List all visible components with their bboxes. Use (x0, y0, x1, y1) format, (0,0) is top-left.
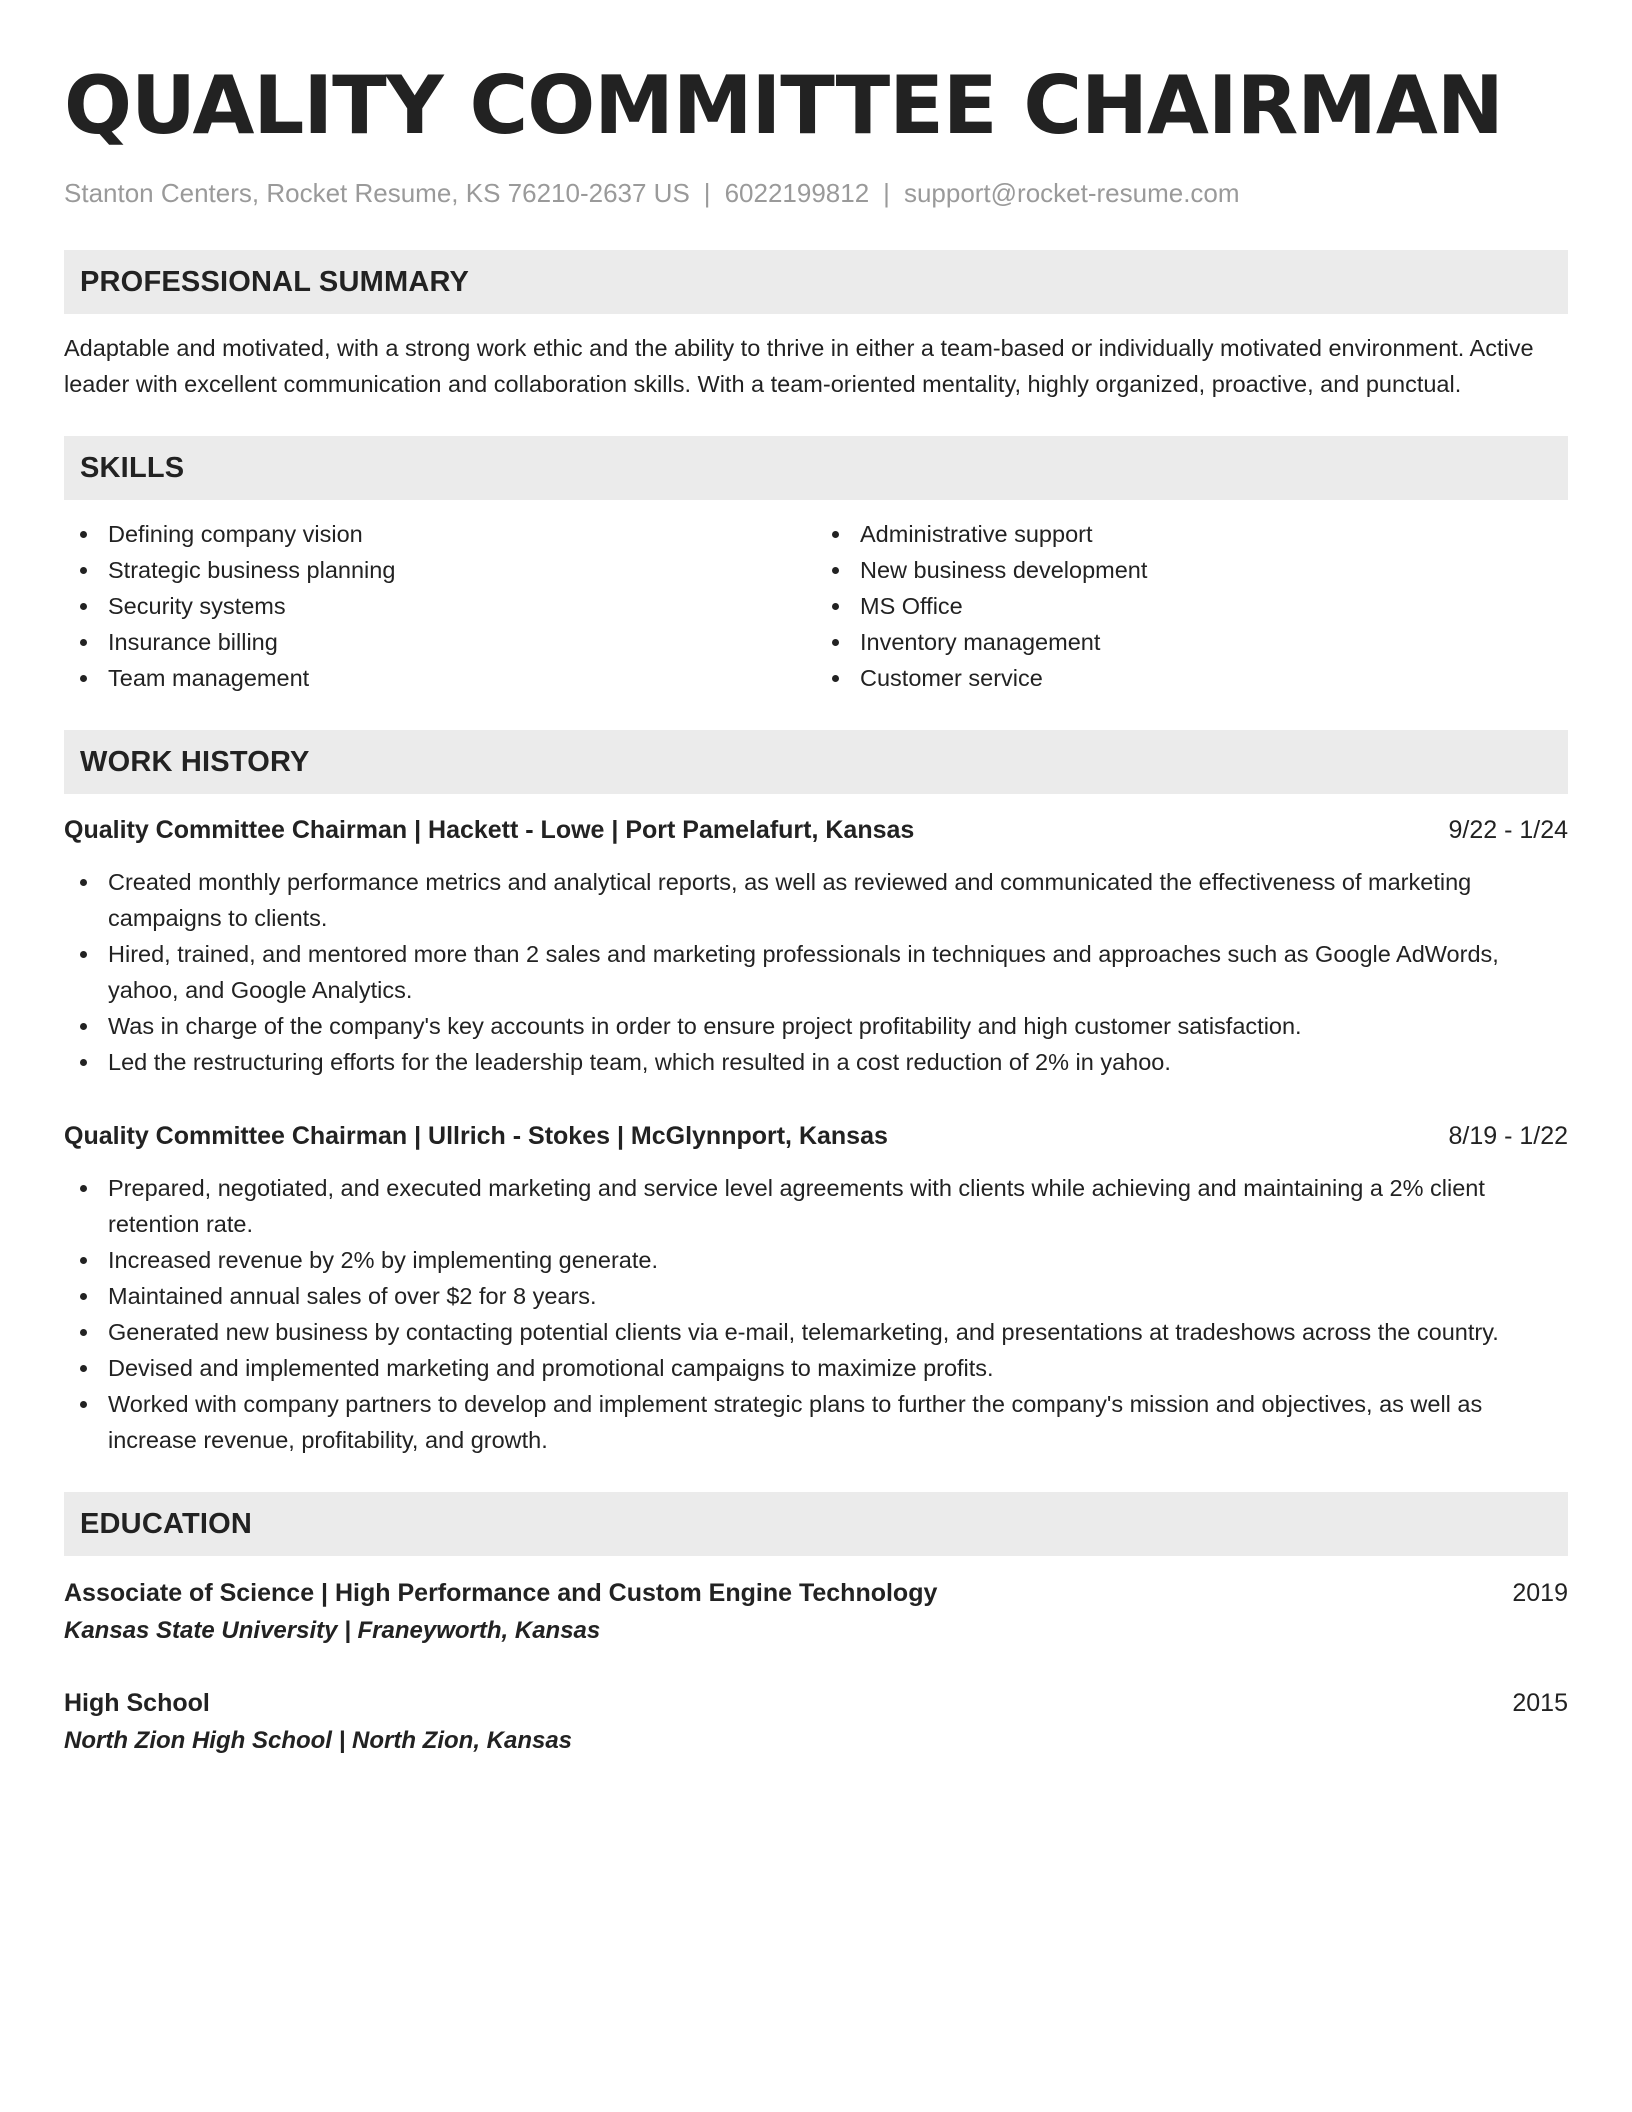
job-bullet: Prepared, negotiated, and executed marketing and service level agreements with clients while achieving and maintaining a 2% client retention rate. (64, 1170, 1568, 1242)
skill-item: Insurance billing (64, 624, 816, 660)
job-bullet: Hired, trained, and mentored more than 2 sales and marketing professionals in techniques and approaches such as Google AdWords, yahoo, and Google Analytics. (64, 936, 1568, 1008)
contact-phone: 6022199812 (724, 178, 870, 208)
education-school: Kansas State University | Franeyworth, Kansas (64, 1617, 601, 1644)
contact-separator: | (703, 178, 711, 208)
skill-item: Defining company vision (64, 516, 816, 552)
job-title: Quality Committee Chairman | Hackett - Lowe | Port Pamelafurt, Kansas (64, 816, 915, 844)
job-bullet: Worked with company partners to develop and implement strategic plans to further the company's mission and objectives, as well as increase revenue, profitability, and growth. (64, 1386, 1568, 1458)
job-entry (64, 1118, 1568, 1458)
skills-list (64, 516, 1568, 696)
contact-email: support@rocket-resume.com (903, 178, 1240, 208)
summary-text: Adaptable and motivated, with a strong work ethic and the ability to thrive in either a team-based or individually motivated environment. Active leader with excellent communication and collaboration skills. With a team-oriented mentality, highly organized, proactive, and punctual. (64, 335, 1534, 397)
education-degree: High School (64, 1689, 210, 1717)
skills-column-left (64, 516, 816, 696)
education-header (64, 1684, 1568, 1722)
skill-item: MS Office (816, 588, 1568, 624)
job-title: Quality Committee Chairman | Ullrich - Stokes | McGlynnport, Kansas (64, 1122, 888, 1150)
resume-name: QUALITY COMMITTEE CHAIRMAN (64, 59, 1503, 152)
skill-item: Administrative support (816, 516, 1568, 552)
summary-section-header (64, 250, 1568, 314)
skill-item: Team management (64, 660, 816, 696)
skills-column-right (816, 516, 1568, 696)
skills-section-header (64, 436, 1568, 500)
education-section-header (64, 1492, 1568, 1556)
contact-address: Stanton Centers, Rocket Resume, KS 76210-2637 US (64, 178, 690, 208)
job-bullet: Led the restructuring efforts for the leadership team, which resulted in a cost reduction of 2% in yahoo. (64, 1044, 1568, 1080)
skill-item: Strategic business planning (64, 552, 816, 588)
education-header (64, 1574, 1568, 1612)
education-heading: EDUCATION (80, 1507, 253, 1540)
education-school: North Zion High School | North Zion, Kansas (64, 1727, 573, 1754)
contact-line (64, 176, 1568, 210)
education-entry (64, 1574, 1568, 1650)
contact-separator: | (883, 178, 890, 208)
summary-heading: PROFESSIONAL SUMMARY (80, 265, 470, 298)
job-bullets (64, 864, 1568, 1080)
education-year: 2015 (1512, 1689, 1568, 1717)
job-header (64, 1118, 1568, 1154)
skill-item: New business development (816, 552, 1568, 588)
education-entry (64, 1684, 1568, 1760)
job-dates: 8/19 - 1/22 (1448, 1122, 1568, 1150)
work-heading: WORK HISTORY (80, 745, 310, 778)
skill-item: Customer service (816, 660, 1568, 696)
job-bullet: Maintained annual sales of over $2 for 8 years. (64, 1278, 1568, 1314)
job-bullet: Increased revenue by 2% by implementing generate. (64, 1242, 1568, 1278)
job-bullet: Was in charge of the company's key accounts in order to ensure project profitability and high customer satisfaction. (64, 1008, 1568, 1044)
job-header (64, 812, 1568, 848)
education-degree: Associate of Science | High Performance and Custom Engine Technology (64, 1579, 938, 1607)
job-dates: 9/22 - 1/24 (1448, 816, 1568, 844)
job-bullets (64, 1170, 1568, 1458)
job-bullet: Generated new business by contacting potential clients via e-mail, telemarketing, and presentations at tradeshows across the country. (64, 1314, 1568, 1350)
skills-heading: SKILLS (80, 451, 185, 484)
work-section-header (64, 730, 1568, 794)
job-bullet: Created monthly performance metrics and analytical reports, as well as reviewed and communicated the effectiveness of marketing campaigns to clients. (64, 864, 1568, 936)
job-entry (64, 812, 1568, 1080)
skill-item: Security systems (64, 588, 816, 624)
skill-item: Inventory management (816, 624, 1568, 660)
education-year: 2019 (1512, 1579, 1568, 1607)
job-bullet: Devised and implemented marketing and promotional campaigns to maximize profits. (64, 1350, 1568, 1386)
